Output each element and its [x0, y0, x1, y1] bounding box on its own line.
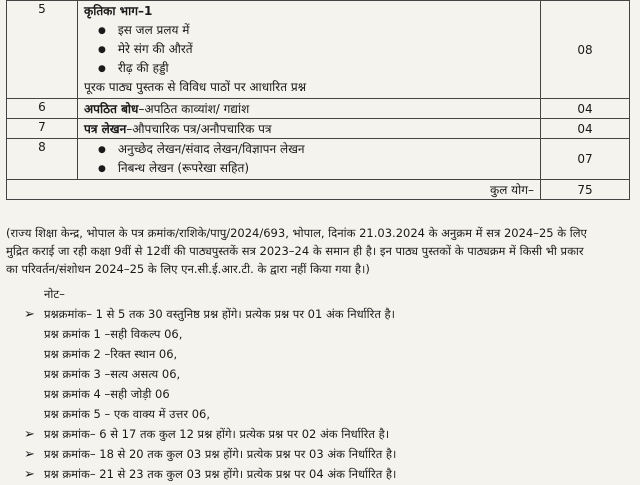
note-sub-item: प्रश्न क्रमांक 3 –सत्य असत्य 06, [44, 367, 181, 381]
row-marks: 04 [541, 99, 630, 119]
table-row [7, 139, 630, 180]
list-item: ● निबन्ध लेखन (रूपरेखा सहित) [84, 159, 534, 178]
row-title: कृतिका भाग–1 [84, 4, 153, 18]
row-content [78, 119, 541, 139]
row-marks: 04 [541, 119, 630, 139]
row-title: पत्र लेखन [84, 122, 127, 136]
reference-line: (राज्य शिक्षा केन्द्र, भोपाल के पत्र क्रमांक/राशिके/पापु/2024/693, भोपाल, दिनांक 21.03.2024 के अनुक्रम में सत्र 2024–25 के लिए [6, 226, 587, 240]
list-item: ● इस जल प्रलय में [84, 21, 534, 40]
notes-section [24, 284, 396, 484]
table-total-row [7, 180, 630, 200]
table-row [7, 119, 630, 139]
row-marks: 08 [541, 1, 630, 99]
row-extra-text: पूरक पाठ्य पुस्तक से विविध पाठों पर आधारित प्रश्न [84, 80, 307, 94]
note-text: प्रश्न क्रमांक– 6 से 17 तक कुल 12 प्रश्न होंगे। प्रत्येक प्रश्न पर 02 अंक निर्धारित है। [44, 427, 390, 441]
row-number: 7 [7, 119, 78, 139]
reference-line: मुद्रित कराई जा रही कक्षा 9वीं से 12वीं की पाठ्यपुस्तकें सत्र 2023–24 के समान ही है। इन पाठ्य पुस्तकों के पाठ्यक्रम में किसी भी प्रकार [6, 244, 584, 258]
list-item: ● अनुच्छेद लेखन/संवाद लेखन/विज्ञापन लेखन [84, 140, 534, 159]
syllabus-table [6, 0, 630, 200]
table-row [7, 99, 630, 119]
row-detail: –अपठित काव्यांश/ गद्यांश [138, 102, 250, 116]
total-label: कुल योग– [7, 180, 541, 200]
reference-line: का परिवर्तन/संशोधन 2024–25 के लिए एन.सी.ई.आर.टी. के द्वारा नहीं किया गया है।) [6, 262, 370, 276]
arrow-bullet-icon: ➢ [24, 307, 35, 322]
note-item [24, 424, 396, 444]
arrow-bullet-icon: ➢ [24, 447, 35, 462]
notes-heading: नोट– [44, 287, 65, 301]
row-number: 5 [7, 1, 78, 99]
note-item [24, 464, 396, 484]
row-detail: –औपचारिक पत्र/अनौपचारिक पत्र [126, 122, 272, 136]
list-item: ● मेरे संग की औरतें [84, 40, 534, 59]
total-value: 75 [541, 180, 630, 200]
note-text: प्रश्न क्रमांक– 18 से 20 तक कुल 03 प्रश्न होंगे। प्रत्येक प्रश्न पर 03 अंक निर्धारित है। [44, 447, 397, 461]
row-content [78, 139, 541, 180]
row-number: 8 [7, 139, 78, 180]
row-title: अपठित बोध [84, 102, 139, 116]
note-sub-item: प्रश्न क्रमांक 4 –सही जोड़ी 06 [44, 387, 170, 401]
list-item: ● रीढ़ की हड्डी [84, 59, 534, 78]
note-text: प्रश्नक्रमांक– 1 से 5 तक 30 वस्तुनिष्ठ प्रश्न होंगे। प्रत्येक प्रश्न पर 01 अंक निर्धारित है। [44, 307, 396, 321]
row-marks: 07 [541, 139, 630, 180]
row-number: 6 [7, 99, 78, 119]
row-content [78, 1, 541, 99]
note-item [24, 444, 396, 464]
note-item [24, 304, 396, 324]
arrow-bullet-icon: ➢ [24, 427, 35, 442]
table-row [7, 1, 630, 99]
note-sub-item: प्रश्न क्रमांक 2 –रिक्त स्थान 06, [44, 347, 178, 361]
note-text: प्रश्न क्रमांक– 21 से 23 तक कुल 03 प्रश्न होंगे। प्रत्येक प्रश्न पर 04 अंक निर्धारित है। [44, 467, 397, 481]
row-content [78, 99, 541, 119]
note-sub-item: प्रश्न क्रमांक 1 –सही विकल्प 06, [44, 327, 183, 341]
arrow-bullet-icon: ➢ [24, 467, 35, 482]
note-sub-item: प्रश्न क्रमांक 5 – एक वाक्य में उत्तर 06, [44, 407, 211, 421]
reference-paragraph [6, 224, 632, 278]
